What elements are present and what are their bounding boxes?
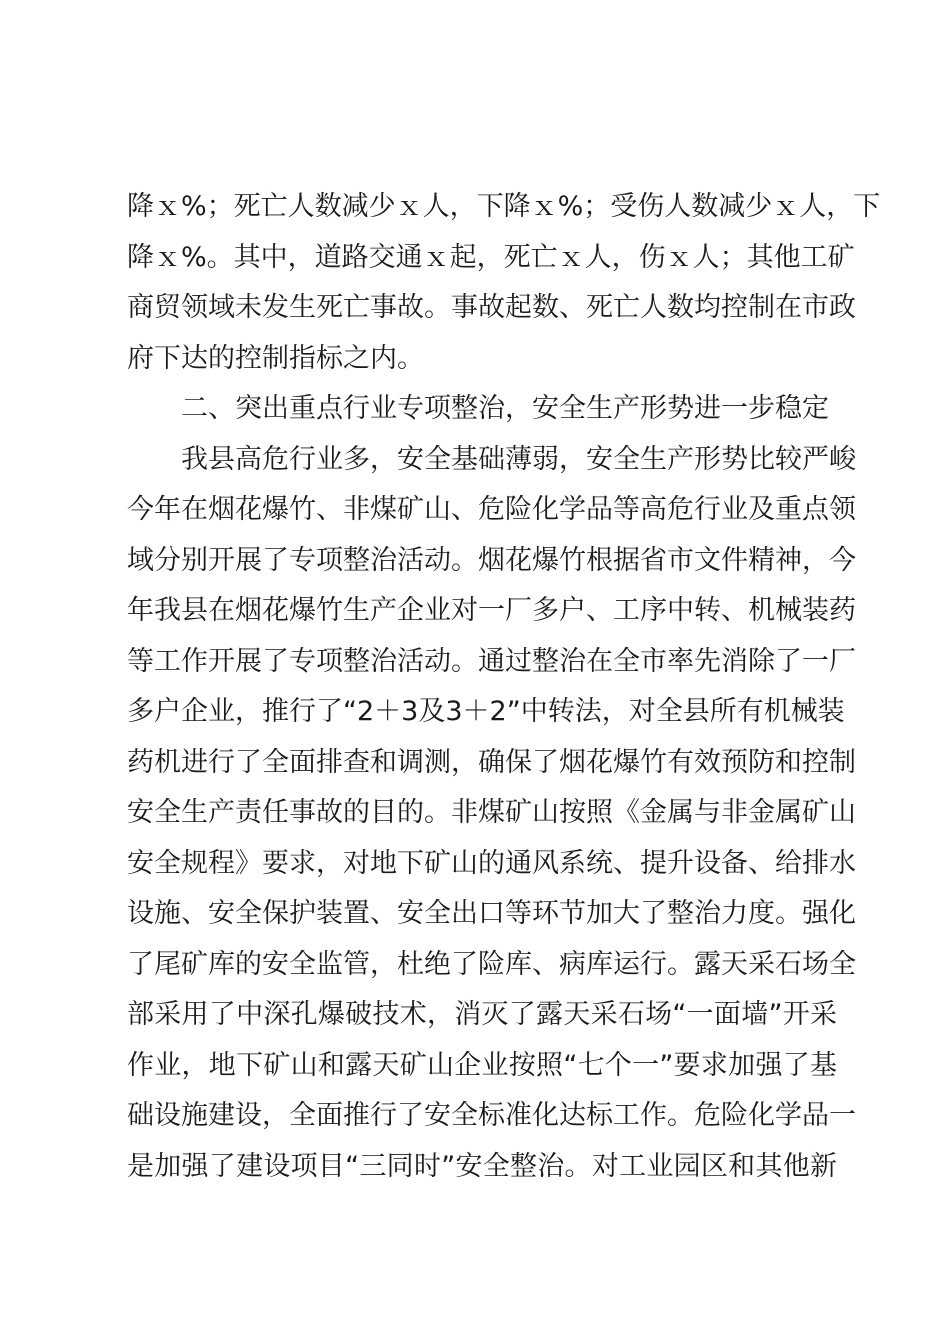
text-line: 是加强了建设项目“三同时”安全整治。对工业园区和其他新 — [127, 1150, 837, 1182]
section-heading: 二、突出重点行业专项整治，安全生产形势进一步稳定 — [181, 393, 829, 424]
text-line: 等工作开展了专项整治活动。通过整治在全市率先消除了一厂 — [127, 645, 856, 677]
text-line: 安全规程》要求，对地下矿山的通风系统、提升设备、给排水 — [127, 847, 856, 879]
text-line: 域分别开展了专项整治活动。烟花爆竹根据省市文件精神，今 — [127, 544, 856, 576]
text-line: 了尾矿库的安全监管，杜绝了险库、病库运行。露天采石场全 — [127, 948, 856, 980]
text-line: 今年在烟花爆竹、非煤矿山、危险化学品等高危行业及重点领 — [127, 494, 856, 525]
text-line: 作业，地下矿山和露天矿山企业按照“七个一”要求加强了基 — [127, 1049, 837, 1081]
text-line: 药机进行了全面排查和调测，确保了烟花爆竹有效预防和控制 — [127, 746, 856, 778]
text-line: 我县高危行业多，安全基础薄弱，安全生产形势比较严峻 — [181, 443, 856, 475]
text-line: 降ｘ%；死亡人数减少ｘ人，下降ｘ%；受伤人数减少ｘ人，下 — [127, 191, 881, 222]
document-body — [127, 182, 881, 1192]
text-line: 多户企业，推行了“2＋3及3＋2”中转法，对全县所有机械装 — [127, 696, 845, 727]
text-line: 础设施建设，全面推行了安全标准化达标工作。危险化学品一 — [127, 1100, 856, 1131]
paragraph-special-rectification — [127, 435, 856, 1193]
text-line: 府下达的控制指标之内。 — [127, 342, 424, 374]
text-line: 商贸领域未发生死亡事故。事故起数、死亡人数均控制在市政 — [127, 292, 856, 323]
text-line: 年我县在烟花爆竹生产企业对一厂多户、工序中转、机械装药 — [127, 595, 856, 626]
text-line: 降ｘ%。其中，道路交通ｘ起，死亡ｘ人，伤ｘ人；其他工矿 — [127, 241, 855, 273]
text-line: 安全生产责任事故的目的。非煤矿山按照《金属与非金属矿山 — [127, 797, 856, 828]
text-line: 部采用了中深孔爆破技术，消灭了露天采石场“一面墙”开采 — [127, 999, 837, 1030]
text-line: 设施、安全保护装置、安全出口等环节加大了整治力度。强化 — [127, 898, 856, 929]
paragraph-casualty-stats — [127, 182, 881, 384]
